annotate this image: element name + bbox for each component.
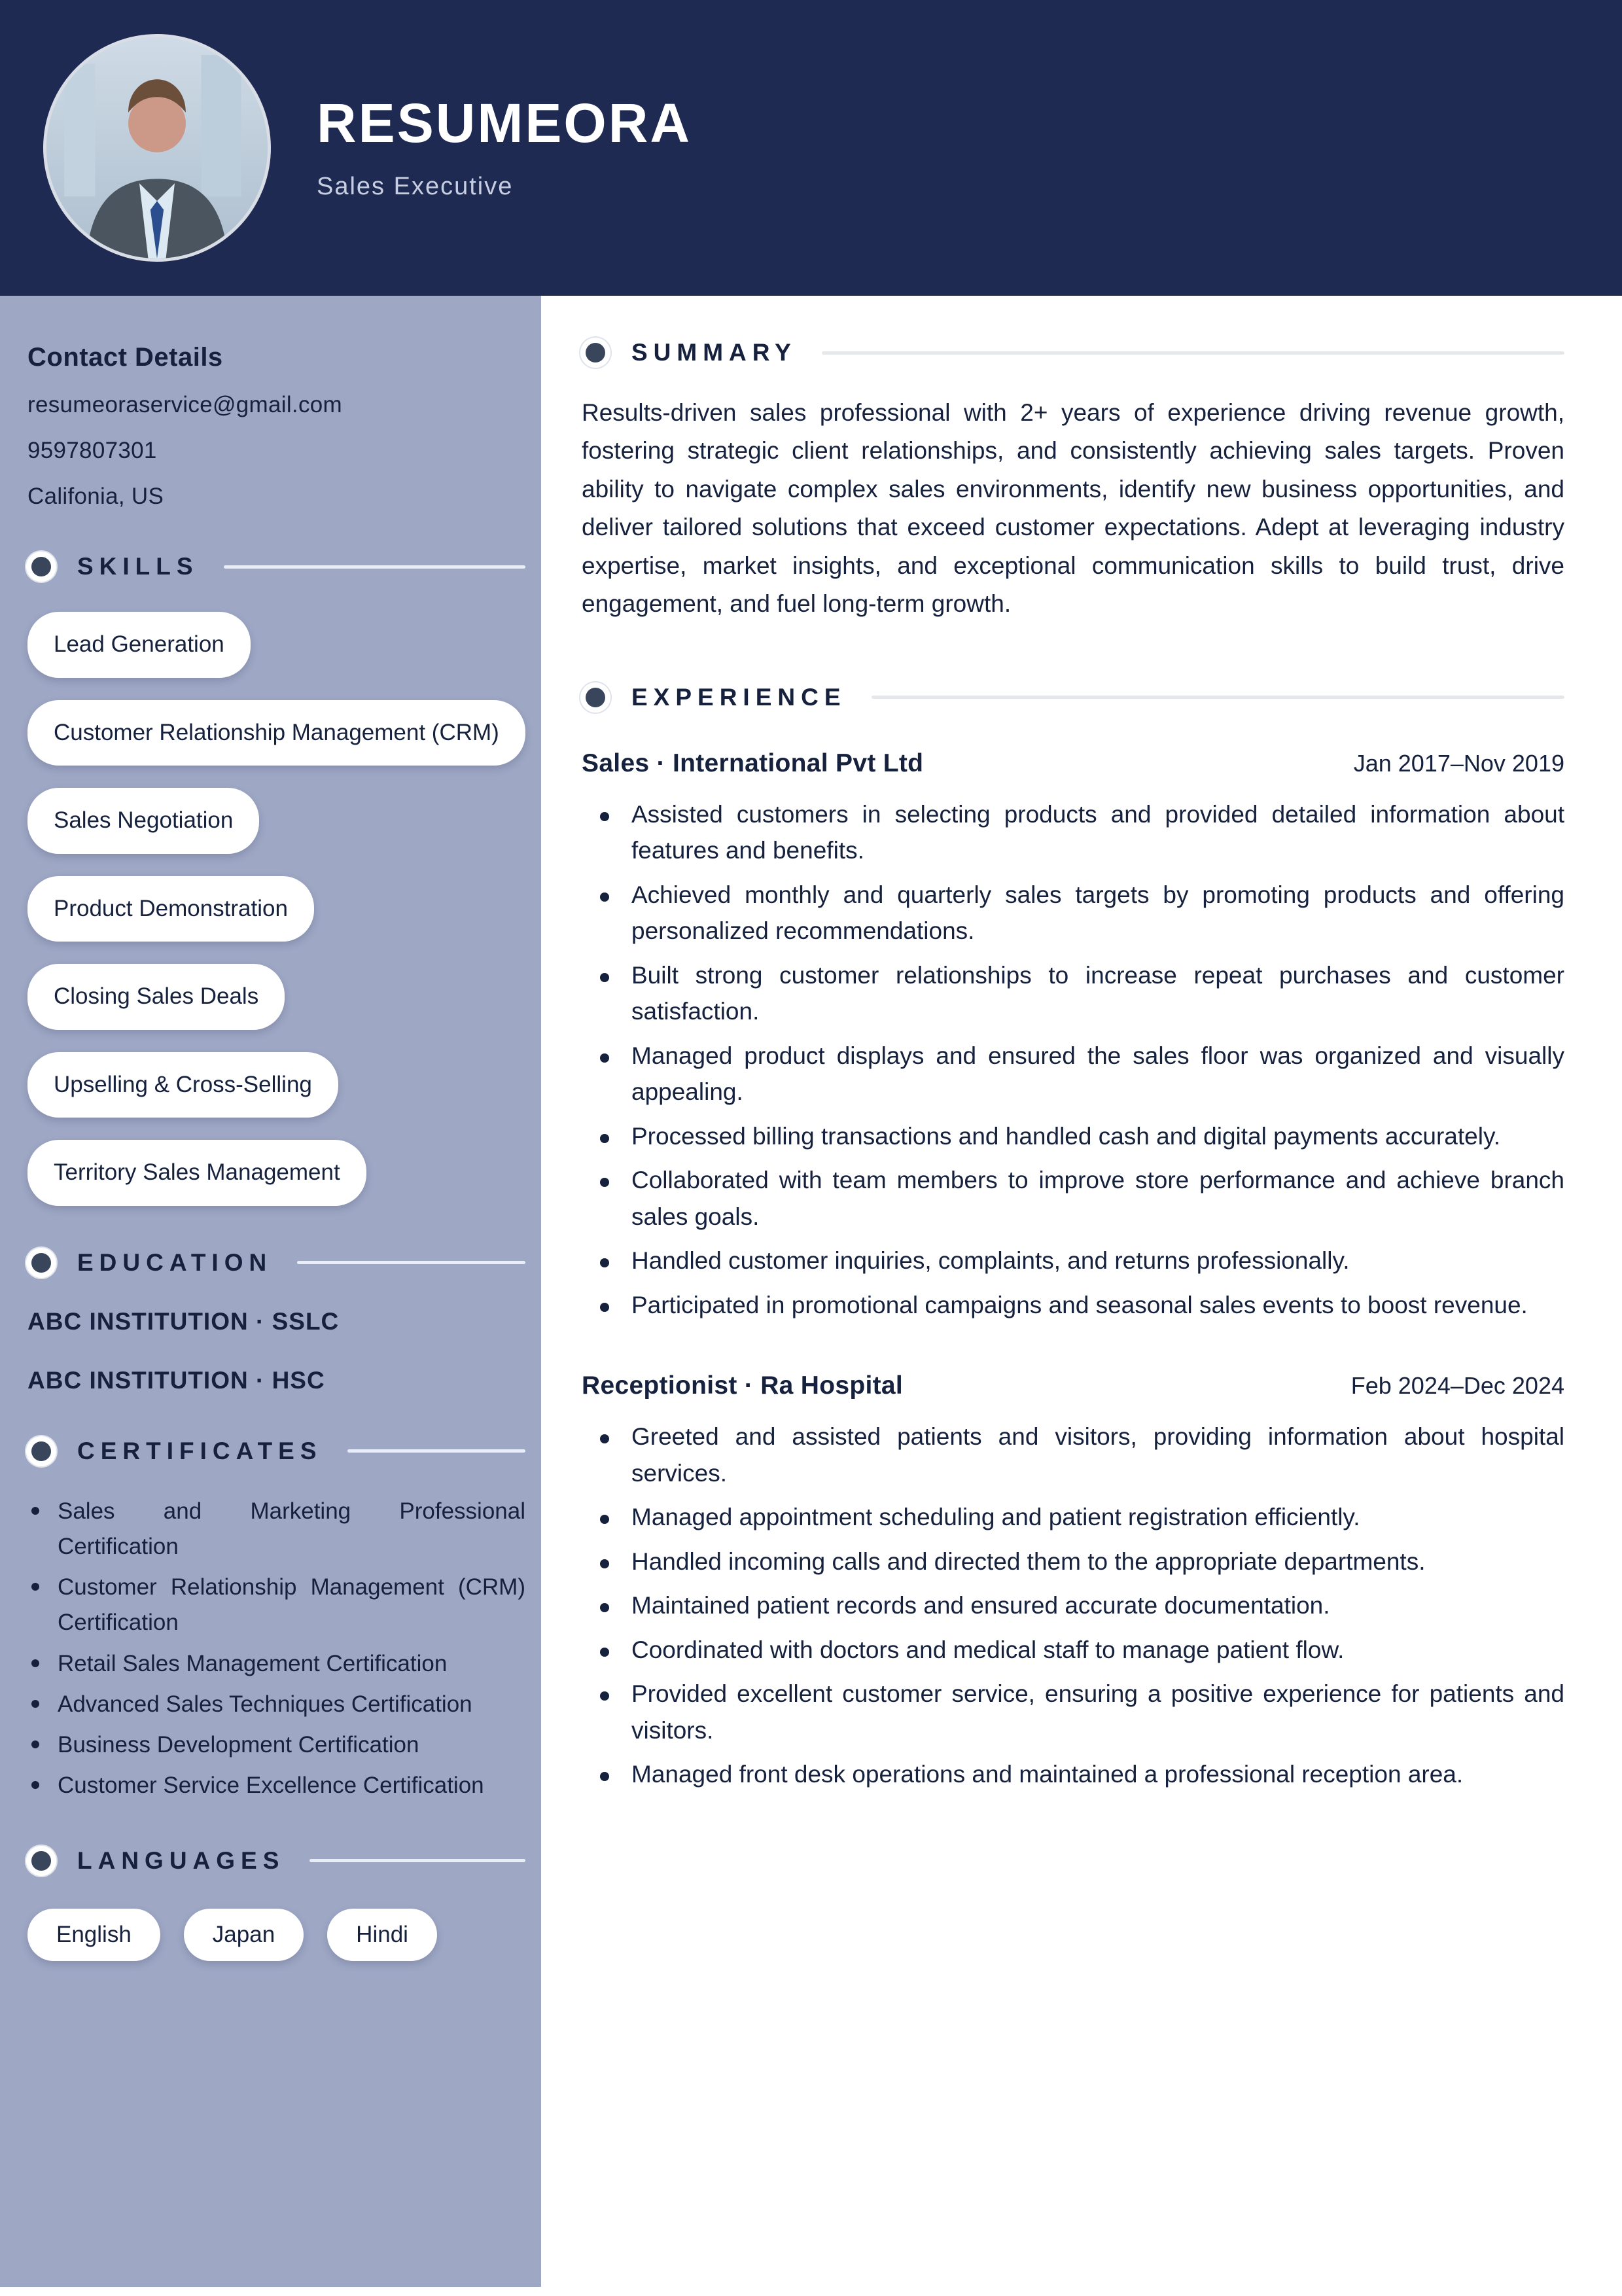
bullet-item: Processed billing transactions and handled cash and digital payments accurately. bbox=[582, 1118, 1564, 1155]
certificate-item: Customer Relationship Management (CRM) Certification bbox=[27, 1570, 525, 1641]
bullet-dot-icon bbox=[600, 1691, 609, 1701]
section-divider bbox=[347, 1449, 525, 1453]
bullet-item: Coordinated with doctors and medical staff to manage patient flow. bbox=[582, 1632, 1564, 1669]
certificates-section bbox=[27, 1438, 525, 1804]
languages-title: LANGUAGES bbox=[77, 1846, 285, 1874]
certificate-item: Advanced Sales Techniques Certification bbox=[27, 1687, 525, 1722]
job-entry bbox=[582, 1371, 1564, 1793]
skills-section bbox=[27, 553, 525, 1206]
bullet-dot-icon bbox=[600, 1559, 609, 1568]
bullet-dot-icon bbox=[600, 1603, 609, 1612]
section-divider bbox=[224, 565, 525, 569]
job-title: Sales · International Pvt Ltd bbox=[582, 749, 924, 777]
candidate-name: RESUMEORA bbox=[317, 92, 692, 154]
contact-section bbox=[27, 343, 525, 510]
profile-photo-illustration bbox=[46, 37, 268, 258]
summary-header bbox=[582, 339, 1564, 366]
job-dates: Feb 2024–Dec 2024 bbox=[1350, 1372, 1564, 1400]
bullet-dot-icon bbox=[600, 1134, 609, 1143]
bullet-item: Assisted customers in selecting products and provided detailed information about features and benefits. bbox=[582, 796, 1564, 869]
bullet-dot-icon bbox=[600, 1178, 609, 1187]
skill-chip: Product Demonstration bbox=[27, 876, 314, 942]
section-bullet-icon bbox=[31, 1253, 51, 1273]
language-pill: English bbox=[27, 1909, 160, 1961]
bullet-item: Handled customer inquiries, complaints, and returns professionally. bbox=[582, 1243, 1564, 1279]
education-header bbox=[27, 1249, 525, 1277]
languages-header bbox=[27, 1847, 525, 1875]
job-title-row bbox=[582, 1371, 1564, 1400]
job-dates: Jan 2017–Nov 2019 bbox=[1353, 749, 1564, 777]
job-entry bbox=[582, 749, 1564, 1324]
job-title-row bbox=[582, 749, 1564, 778]
bullet-dot-icon bbox=[600, 812, 609, 821]
section-bullet-icon bbox=[586, 343, 605, 362]
certificate-item: Sales and Marketing Professional Certification bbox=[27, 1494, 525, 1565]
certificate-item: Retail Sales Management Certification bbox=[27, 1646, 525, 1682]
skill-chip: Sales Negotiation bbox=[27, 788, 259, 854]
languages-section bbox=[27, 1847, 525, 1961]
language-pill: Japan bbox=[184, 1909, 304, 1961]
bullet-dot-icon bbox=[600, 973, 609, 982]
job-bullets bbox=[582, 1419, 1564, 1793]
section-bullet-icon bbox=[31, 557, 51, 576]
certificate-item: Customer Service Excellence Certification bbox=[27, 1768, 525, 1803]
skill-chip: Customer Relationship Management (CRM) bbox=[27, 700, 525, 766]
bullet-dot-icon bbox=[31, 1507, 39, 1515]
bullet-dot-icon bbox=[600, 1772, 609, 1781]
candidate-job-title: Sales Executive bbox=[317, 172, 514, 200]
bullet-item: Managed product displays and ensured the sales floor was organized and visually appealing. bbox=[582, 1038, 1564, 1110]
skill-chip: Lead Generation bbox=[27, 612, 251, 678]
skill-chip: Upselling & Cross-Selling bbox=[27, 1052, 338, 1118]
job-bullets bbox=[582, 796, 1564, 1324]
bullet-item: Maintained patient records and ensured accurate documentation. bbox=[582, 1587, 1564, 1624]
certificate-item: Business Development Certification bbox=[27, 1727, 525, 1763]
main-content bbox=[541, 296, 1622, 2296]
profile-photo bbox=[43, 34, 271, 262]
bullet-item: Greeted and assisted patients and visitors, providing information about hospital services. bbox=[582, 1419, 1564, 1491]
section-bullet-icon bbox=[31, 1441, 51, 1461]
section-divider bbox=[309, 1859, 525, 1862]
bullet-dot-icon bbox=[600, 1648, 609, 1657]
skills-list bbox=[27, 612, 525, 1206]
header-banner bbox=[0, 0, 1622, 296]
certificates-title: CERTIFICATES bbox=[77, 1437, 323, 1464]
language-pill: Hindi bbox=[327, 1909, 437, 1961]
bullet-dot-icon bbox=[31, 1659, 39, 1667]
bullet-item: Collaborated with team members to improve store performance and achieve branch sales goals. bbox=[582, 1162, 1564, 1235]
section-divider bbox=[872, 696, 1564, 699]
section-divider bbox=[822, 351, 1564, 355]
bullet-item: Handled incoming calls and directed them to the appropriate departments. bbox=[582, 1544, 1564, 1580]
certificates-header bbox=[27, 1438, 525, 1465]
skill-chip: Territory Sales Management bbox=[27, 1140, 366, 1206]
skills-header bbox=[27, 553, 525, 580]
education-item: ABC INSTITUTION · SSLC bbox=[27, 1307, 340, 1335]
bullet-dot-icon bbox=[600, 1053, 609, 1063]
bullet-dot-icon bbox=[31, 1740, 39, 1748]
page-body bbox=[0, 296, 1622, 2296]
summary-title: SUMMARY bbox=[631, 339, 797, 366]
education-item: ABC INSTITUTION · HSC bbox=[27, 1366, 325, 1394]
sidebar bbox=[0, 296, 541, 2287]
summary-text: Results-driven sales professional with 2+ years of experience driving revenue growth, fostering strategic client relationships, and consistently achieving sales targets. Proven ability to navigate complex sales environments, identify new business opportunities, and deliver tailored solutions that exceed customer expectations. Adept at leveraging industry expertise, market insights, and exceptional communication skills to build trust, drive engagement, and fuel long-term growth. bbox=[582, 399, 1564, 618]
bullet-dot-icon bbox=[600, 1515, 609, 1524]
bullet-dot-icon bbox=[31, 1781, 39, 1789]
contact-email: resumeoraservice@gmail.com bbox=[27, 392, 342, 417]
bullet-item: Managed front desk operations and maintained a professional reception area. bbox=[582, 1756, 1564, 1793]
skills-title: SKILLS bbox=[77, 553, 199, 580]
summary-section bbox=[582, 339, 1564, 624]
bullet-item: Achieved monthly and quarterly sales targets by promoting products and offering personalized recommendations. bbox=[582, 877, 1564, 949]
experience-title: EXPERIENCE bbox=[631, 683, 847, 711]
bullet-dot-icon bbox=[31, 1700, 39, 1708]
bullet-item: Participated in promotional campaigns and seasonal sales events to boost revenue. bbox=[582, 1287, 1564, 1324]
contact-phone: 9597807301 bbox=[27, 438, 157, 463]
bullet-dot-icon bbox=[600, 1258, 609, 1267]
bullet-item: Managed appointment scheduling and patient registration efficiently. bbox=[582, 1499, 1564, 1536]
bullet-item: Provided excellent customer service, ensuring a positive experience for patients and visitors. bbox=[582, 1676, 1564, 1748]
skill-chip: Closing Sales Deals bbox=[27, 964, 285, 1030]
experience-section bbox=[582, 684, 1564, 1793]
section-bullet-icon bbox=[31, 1851, 51, 1871]
section-bullet-icon bbox=[586, 688, 605, 707]
education-section bbox=[27, 1249, 525, 1394]
contact-heading: Contact Details bbox=[27, 343, 223, 372]
certificates-list bbox=[27, 1494, 525, 1804]
section-divider bbox=[297, 1261, 525, 1264]
languages-list bbox=[27, 1909, 525, 1961]
experience-header bbox=[582, 684, 1564, 711]
bullet-dot-icon bbox=[600, 1434, 609, 1443]
bullet-dot-icon bbox=[600, 1303, 609, 1312]
contact-location: Califonia, US bbox=[27, 484, 164, 509]
bullet-dot-icon bbox=[31, 1583, 39, 1591]
job-title: Receptionist · Ra Hospital bbox=[582, 1371, 904, 1400]
bullet-dot-icon bbox=[600, 892, 609, 902]
header-text bbox=[317, 92, 692, 201]
bullet-item: Built strong customer relationships to increase repeat purchases and customer satisfaction. bbox=[582, 957, 1564, 1030]
education-title: EDUCATION bbox=[77, 1248, 273, 1276]
